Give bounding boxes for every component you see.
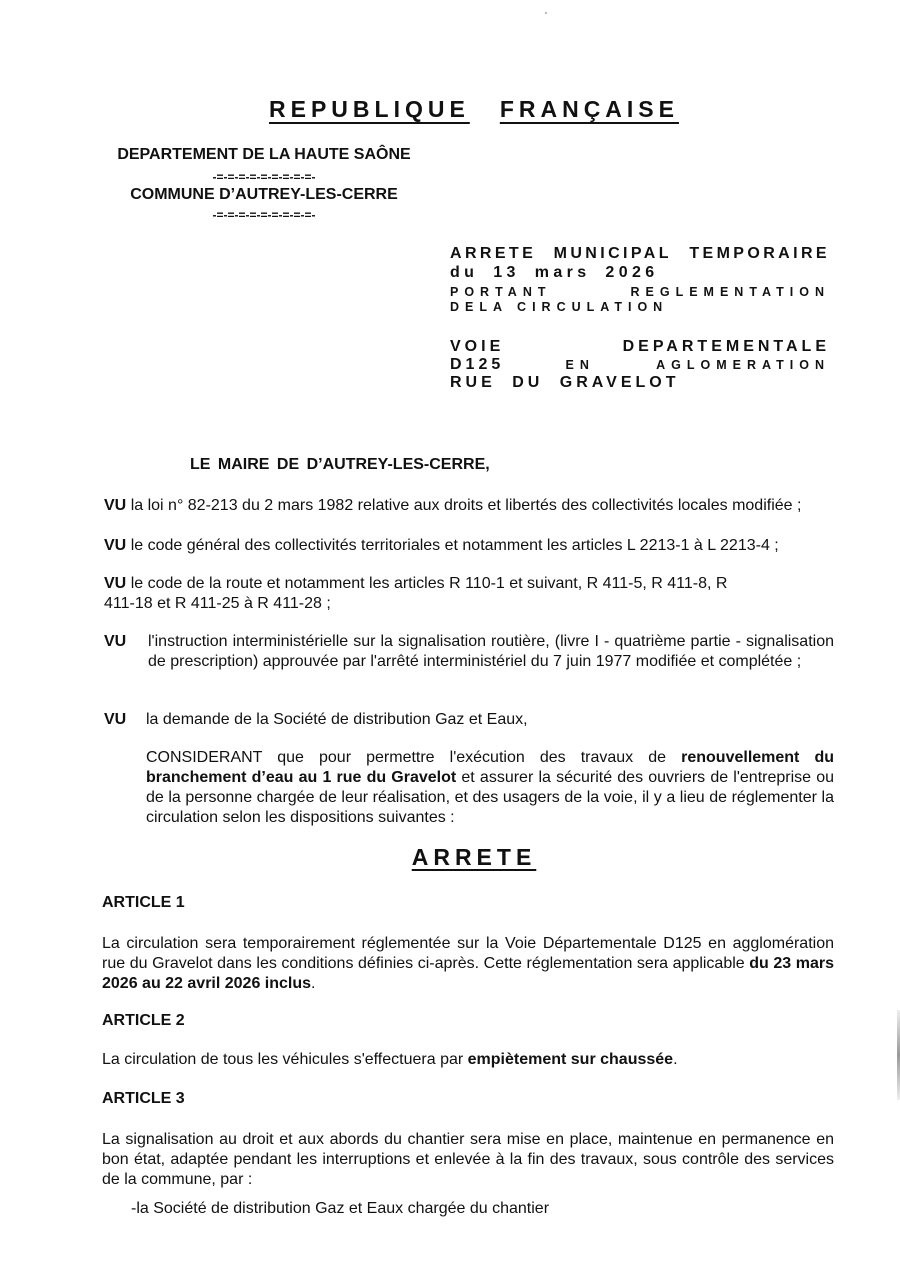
word: MUNICIPAL xyxy=(553,245,672,262)
vu-text: la demande de la Société de distribution Gaz et Eaux, xyxy=(146,711,528,728)
title-word-2: FRANÇAISE xyxy=(499,96,679,122)
considerant-paragraph xyxy=(146,748,834,828)
article-1-text-2: . xyxy=(311,975,316,992)
vu-text: la loi n° 82-213 du 2 mars 1982 relative aux droits et libertés des collectivités locales modifiée ; xyxy=(130,497,802,514)
arrete-title-block xyxy=(450,245,830,314)
voie-line-3: RUE DU GRAVELOT xyxy=(450,374,680,391)
scan-speck xyxy=(545,12,547,14)
maire-heading: LE MAIRE DE D’AUTREY-LES-CERRE, xyxy=(190,456,490,473)
word: ARRETE xyxy=(450,245,537,262)
vu-label: VU xyxy=(104,633,127,650)
considerant-text-2: et assurer la sécurité des ouvriers de l'entreprise ou de la personne chargée de leur réalisation, et des usagers de la voie, il y a lieu de réglementer la circulation selon les dispositions suivantes : xyxy=(146,769,835,826)
vu-item-2 xyxy=(104,536,834,556)
article-1-heading: ARTICLE 1 xyxy=(102,894,185,911)
word: REGLEMENTATION xyxy=(630,285,830,299)
article-3-heading: ARTICLE 3 xyxy=(102,1090,185,1107)
arrete-title-line-1 xyxy=(450,245,830,263)
vu-label: VU xyxy=(104,537,127,554)
word: 13 xyxy=(493,264,520,281)
arrete-heading: ARRETE xyxy=(411,844,537,870)
document-title xyxy=(0,96,900,123)
article-2-text-2: . xyxy=(673,1051,678,1068)
arrete-title-line-3 xyxy=(450,285,830,299)
article-1-text xyxy=(102,934,834,994)
voie-line-2 xyxy=(450,356,830,374)
word: du xyxy=(450,264,479,281)
vu-text: le code général des collectivités territoriales et notamment les articles L 2213-1 à L 2213-4 ; xyxy=(130,537,779,554)
title-word-1: REPUBLIQUE xyxy=(269,96,470,122)
word: AGLOMERATION xyxy=(656,358,830,372)
considerant-text-1: CONSIDERANT que pour permettre l'exécution des travaux de xyxy=(146,749,682,766)
word: mars xyxy=(534,264,591,281)
arrete-date-line xyxy=(450,264,830,282)
voie-block xyxy=(450,338,830,392)
commune-name: COMMUNE D’AUTREY-LES-CERRE xyxy=(130,186,398,203)
vu-item-1 xyxy=(104,496,834,516)
vu-item-5 xyxy=(104,710,834,730)
vu-item-3 xyxy=(104,574,754,614)
word: EN xyxy=(565,358,595,372)
vu-item-4 xyxy=(104,632,834,672)
article-2-heading: ARTICLE 2 xyxy=(102,1012,185,1029)
word: VOIE xyxy=(450,338,505,355)
vu-text: l'instruction interministérielle sur la signalisation routière, (livre I - quatrième partie - signalisation de prescription) approuvée par l'arrêté interministériel du 7 juin 1977 modifiée et complétée ; xyxy=(148,633,834,670)
vu-label: VU xyxy=(104,711,127,728)
word: TEMPORAIRE xyxy=(689,245,830,262)
article-2-text-1: La circulation de tous les véhicules s'effectuera par xyxy=(102,1051,468,1068)
word: D125 xyxy=(450,356,505,373)
vu-text: le code de la route et notamment les articles R 110-1 et suivant, R 411-5, R 411-8, R 411-18 et R 411-25 à R 411-28 ; xyxy=(104,575,728,612)
separator-1: -=-=-=-=-=-=-=-=-=- xyxy=(212,170,316,184)
article-2-text xyxy=(102,1050,834,1070)
article-3-bullet: -la Société de distribution Gaz et Eaux chargée du chantier xyxy=(131,1200,550,1217)
considerant-bold: renouvellement du branchement d’eau au 1 rue du Gravelot xyxy=(146,749,835,786)
word: DEPARTEMENTALE xyxy=(622,338,830,355)
word: PORTANT xyxy=(450,285,552,299)
arrete-title-line-4: DELA CIRCULATION xyxy=(450,300,669,314)
vu-label: VU xyxy=(104,575,127,592)
article-2-bold: empiètement sur chaussée xyxy=(467,1051,674,1068)
article-3-text: La signalisation au droit et aux abords du chantier sera mise en place, maintenue en permanence en bon état, adaptée pendant les interruptions et enlevée à la fin des travaux, sous contrôle des services de la commune, par : xyxy=(102,1131,834,1188)
separator-2: -=-=-=-=-=-=-=-=-=- xyxy=(212,208,316,222)
article-1-text-1: La circulation sera temporairement réglementée sur la Voie Départementale D125 en agglomération rue du Gravelot dans les conditions définies ci-après. Cette réglementation sera applicable xyxy=(102,935,834,972)
article-1-dates: du 23 mars 2026 au 22 avril 2026 inclus xyxy=(102,955,834,992)
department-name: DEPARTEMENT DE LA HAUTE SAÔNE xyxy=(117,146,411,163)
word: 2026 xyxy=(605,264,659,281)
voie-line-1 xyxy=(450,338,830,356)
vu-label: VU xyxy=(104,497,127,514)
